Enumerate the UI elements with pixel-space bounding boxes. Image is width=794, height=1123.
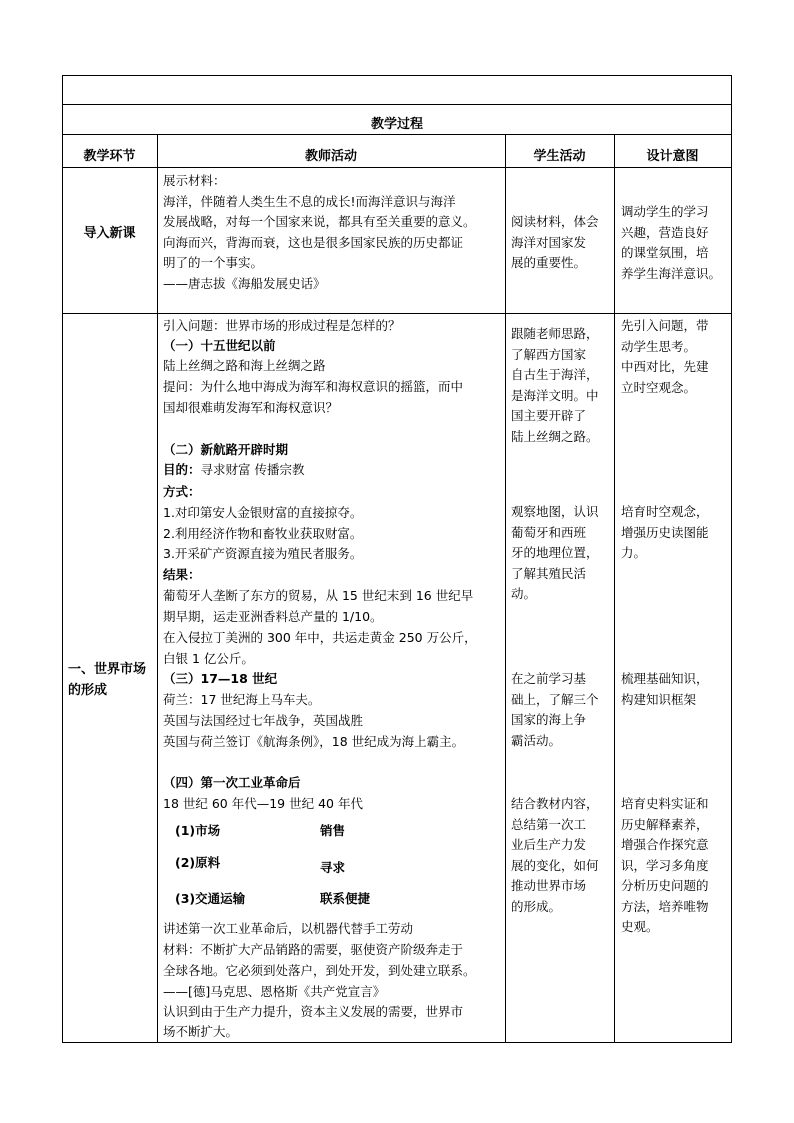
header-student: 学生活动 xyxy=(533,149,586,164)
stage-intro: 导入新课 xyxy=(83,226,136,241)
student-line: 国主要开辟了 xyxy=(511,408,587,423)
stage-section1 xyxy=(68,660,156,701)
design-line: 中西对比，先建 xyxy=(621,359,709,374)
part2-way: 3.开采矿产资源直接为殖民者服务。 xyxy=(163,546,363,561)
stage-section1-line: 一、世界市场 xyxy=(68,662,147,677)
part3-title: （三）17—18 世纪 xyxy=(163,671,278,686)
student-line: 国家的海上争 xyxy=(511,712,587,727)
design-line: 先引入问题，带 xyxy=(621,318,709,333)
part4-item-label: (3)交通运输 xyxy=(175,891,246,906)
intro-design-line: 兴趣，营造良好 xyxy=(621,224,709,240)
header-teacher: 教师活动 xyxy=(304,149,357,164)
part4-title: （四）第一次工业革命后 xyxy=(163,775,301,790)
design-line: 立时空观念。 xyxy=(621,379,697,395)
table-border-right xyxy=(731,75,732,1043)
design-intent-2 xyxy=(621,502,729,564)
part4-source: ——[德]马克思、恩格斯《共产党宣言》 xyxy=(163,984,386,999)
part2-title: （二）新航路开辟时期 xyxy=(163,442,289,457)
part2-goal xyxy=(163,460,305,481)
intro-student-line: 展的重要性。 xyxy=(511,255,587,270)
design-line: 分析历史问题的 xyxy=(621,878,709,893)
part2-way: 1.对印第安人金银财富的直接掠夺。 xyxy=(163,505,363,520)
student-line: 是海洋文明。中 xyxy=(511,387,599,403)
table-border-top xyxy=(62,75,732,76)
part4-item-value: 销售 xyxy=(320,823,346,838)
part4-item-label: (2)原料 xyxy=(175,855,221,870)
student-line: 在之前学习基 xyxy=(511,671,587,686)
part4-item-value: 联系便捷 xyxy=(320,891,371,906)
part1-line: 国却很难萌发海军和海权意识？ xyxy=(163,400,339,415)
part2-result-label: 结果： xyxy=(163,567,201,582)
intro-teacher-activity xyxy=(163,171,501,294)
intro-design-line: 的课堂氛围，培 xyxy=(621,245,709,260)
part2-goal-label: 目的： xyxy=(163,462,201,477)
table-border-left xyxy=(62,75,63,1043)
part1-line: 陆上丝绸之路和海上丝绸之路 xyxy=(163,358,326,373)
intro-design-intent xyxy=(621,202,729,284)
intro-student-line: 海洋对国家发 xyxy=(511,234,587,250)
student-activity-3 xyxy=(511,669,611,751)
part3-line: 荷兰：17 世纪海上马车夫。 xyxy=(163,692,321,707)
design-line: 方法，培养唯物 xyxy=(621,898,709,914)
design-line: 识，学习多角度 xyxy=(621,857,709,873)
design-line: 增强历史读图能 xyxy=(621,524,709,540)
intro-design-line: 养学生海洋意识。 xyxy=(621,265,722,281)
design-line: 历史解释素养， xyxy=(621,816,709,832)
student-line: 观察地图，认识 xyxy=(511,504,599,519)
part1-line: 提问：为什么地中海成为海军和海权意识的摇篮，而中 xyxy=(163,379,464,394)
design-line: 培育史料实证和 xyxy=(621,796,709,811)
header-design: 设计意图 xyxy=(646,149,699,164)
intro-teacher-line: 明了的一个事实。 xyxy=(163,255,264,270)
row-divider xyxy=(62,313,732,314)
part3-line: 英国与法国经过七年战争，英国战胜 xyxy=(163,713,364,728)
student-line: 了解西方国家 xyxy=(511,346,587,362)
part2-way-label: 方式： xyxy=(163,484,201,499)
design-intent-3 xyxy=(621,669,729,710)
intro-student-line: 阅读材料，体会 xyxy=(511,214,599,229)
design-line: 力。 xyxy=(621,545,647,560)
student-line: 牙的地理位置， xyxy=(511,545,599,560)
design-line: 史观。 xyxy=(621,919,659,934)
student-activity-2 xyxy=(511,502,611,605)
intro-student-activity xyxy=(511,212,611,274)
student-line: 葡萄牙和西班 xyxy=(511,524,587,540)
student-line: 动。 xyxy=(511,586,537,601)
part4-period: 18 世纪 60 年代—19 世纪 40 年代 xyxy=(163,796,363,811)
design-intent-4 xyxy=(621,794,729,938)
student-line: 自古生于海洋， xyxy=(511,367,599,382)
student-line: 的形成。 xyxy=(511,898,562,914)
part3-line: 英国与荷兰签订《航海条例》，18 世纪成为海上霸主。 xyxy=(163,734,465,749)
design-line: 构建知识框架 xyxy=(621,691,697,707)
intro-teacher-source: ——唐志拔《海船发展史话》 xyxy=(163,275,326,291)
row-divider xyxy=(62,104,732,105)
part1-title: （一）十五世纪以前 xyxy=(163,338,276,353)
intro-teacher-line: 海洋，伴随着人类生生不息的成长!而海洋意识与海洋 xyxy=(163,193,456,209)
table-title: 教学过程 xyxy=(370,117,423,132)
design-line: 培育时空观念， xyxy=(621,504,709,519)
part2-result: 白银 1 亿公斤。 xyxy=(163,651,254,666)
col-divider xyxy=(157,134,158,1043)
part4-line: 讲述第一次工业革命后，以机器代替手工劳动 xyxy=(163,921,414,936)
section1-question: 引入问题：世界市场的形成过程是怎样的？ xyxy=(163,318,401,333)
col-divider xyxy=(614,134,615,1043)
intro-teacher-line: 发展战略，对每一个国家来说，都具有至关重要的意义。 xyxy=(163,214,476,229)
student-line: 霸活动。 xyxy=(511,732,562,748)
student-activity-1 xyxy=(511,324,611,447)
intro-design-line: 调动学生的学习 xyxy=(621,204,709,219)
intro-teacher-line: 向海而兴，背海而衰，这也是很多国家民族的历史都证 xyxy=(163,234,464,250)
design-intent-1 xyxy=(621,316,729,398)
stage-section1-line: 的形成 xyxy=(68,682,108,698)
part4-item-label: (1)市场 xyxy=(175,823,221,838)
header-stage: 教学环节 xyxy=(83,149,136,164)
student-line: 总结第一次工 xyxy=(511,816,587,832)
intro-teacher-line: 展示材料： xyxy=(163,173,226,188)
student-line: 跟随老师思路， xyxy=(511,326,599,341)
part4-line: 认识到由于生产力提升，资本主义发展的需要，世界市 xyxy=(163,1004,464,1019)
part2-goal-text: 寻求财富 传播宗教 xyxy=(200,462,305,477)
part2-result: 葡萄牙人垄断了东方的贸易，从 15 世纪末到 16 世纪早 xyxy=(163,588,474,603)
student-line: 业后生产力发 xyxy=(511,837,587,852)
col-divider xyxy=(505,134,506,1043)
part4-line: 场不断扩大。 xyxy=(163,1024,239,1039)
student-line: 了解其殖民活 xyxy=(511,565,587,581)
design-line: 增强合作探究意 xyxy=(621,837,709,852)
student-activity-4 xyxy=(511,794,611,917)
row-divider xyxy=(62,134,732,135)
part4-line: 材料：不断扩大产品销路的需要，驱使资产阶级奔走于 xyxy=(163,942,464,957)
student-line: 推动世界市场 xyxy=(511,878,587,893)
part4-line: 全球各地。它必须到处落户，到处开发，到处建立联系。 xyxy=(163,963,476,978)
student-line: 础上，了解三个 xyxy=(511,691,599,707)
student-line: 陆上丝绸之路。 xyxy=(511,428,599,444)
design-line: 动学生思考。 xyxy=(621,338,697,354)
student-line: 展的变化，如何 xyxy=(511,857,599,873)
part2-result: 期早期，运走亚洲香料总产量的 1/10。 xyxy=(163,609,383,624)
part4-item-value: 寻求 xyxy=(320,860,346,875)
design-line: 梳理基础知识， xyxy=(621,671,709,686)
part2-result: 在入侵拉丁美洲的 300 年中，共运走黄金 250 万公斤， xyxy=(163,630,477,645)
row-divider xyxy=(62,167,732,168)
student-line: 结合教材内容， xyxy=(511,796,599,811)
part2-way: 2.利用经济作物和畜牧业获取财富。 xyxy=(163,526,363,541)
